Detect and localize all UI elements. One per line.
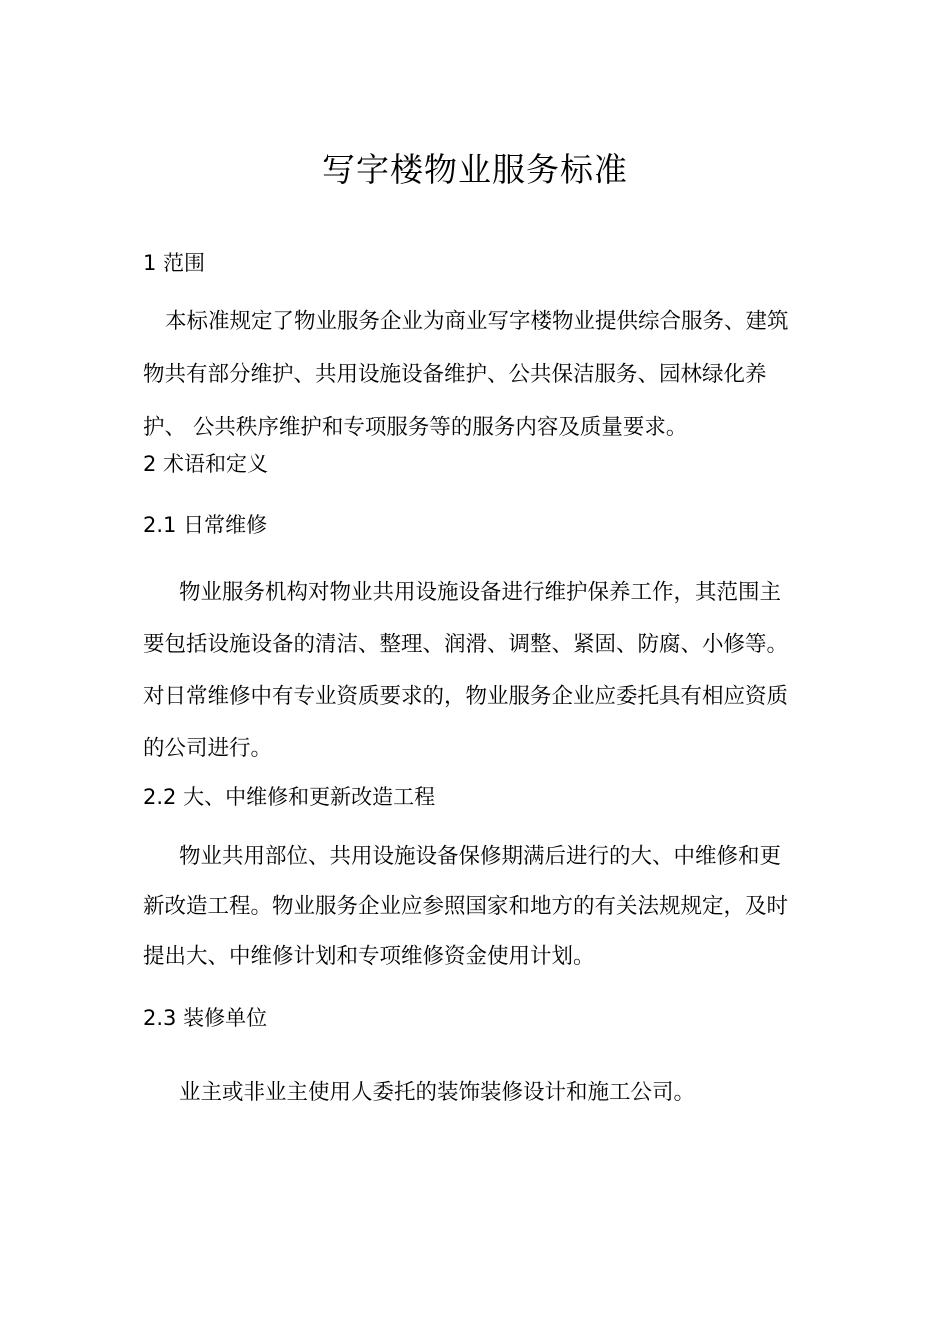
document-title: 写字楼物业服务标准 (322, 150, 628, 189)
body-line: 物共有部分维护、共用设施设备维护、公共保洁服务、园林绿化养 (143, 362, 767, 387)
body-line: 物业服务机构对物业共用设施设备进行维护保养工作，其范围主 (179, 580, 782, 605)
section-heading-routine-maintenance: 2.1 日常维修 (143, 513, 268, 537)
section-heading-terms: 2 术语和定义 (143, 452, 269, 476)
body-line: 物业共用部位、共用设施设备保修期满后进行的大、中维修和更 (179, 844, 782, 869)
section-body-routine-maintenance (143, 567, 823, 775)
body-line: 新改造工程。物业服务企业应参照国家和地方的有关法规规定，及时 (143, 894, 789, 919)
section-heading-scope: 1 范围 (143, 251, 206, 275)
section-heading-major-repair: 2.2 大、中维修和更新改造工程 (143, 785, 436, 809)
section-body-major-repair (143, 832, 823, 982)
body-line: 本标准规定了物业服务企业为商业写字楼物业提供综合服务、建筑 (165, 309, 789, 334)
body-line: 护、 公共秩序维护和专项服务等的服务内容及质量要求。 (143, 415, 688, 440)
body-line: 提出大、中维修计划和专项维修资金使用计划。 (143, 944, 595, 969)
body-line: 要包括设施设备的清洁、整理、润滑、调整、紧固、防腐、小修等。 (143, 632, 789, 657)
body-line: 业主或非业主使用人委托的装饰装修设计和施工公司。 (179, 1080, 696, 1105)
section-heading-renovation-unit: 2.3 装修单位 (143, 1006, 268, 1030)
body-line: 对日常维修中有专业资质要求的，物业服务企业应委托具有相应资质 (143, 684, 789, 709)
section-body-scope (143, 295, 823, 454)
body-line: 的公司进行。 (143, 736, 273, 761)
section-body-renovation-unit (143, 1068, 823, 1118)
